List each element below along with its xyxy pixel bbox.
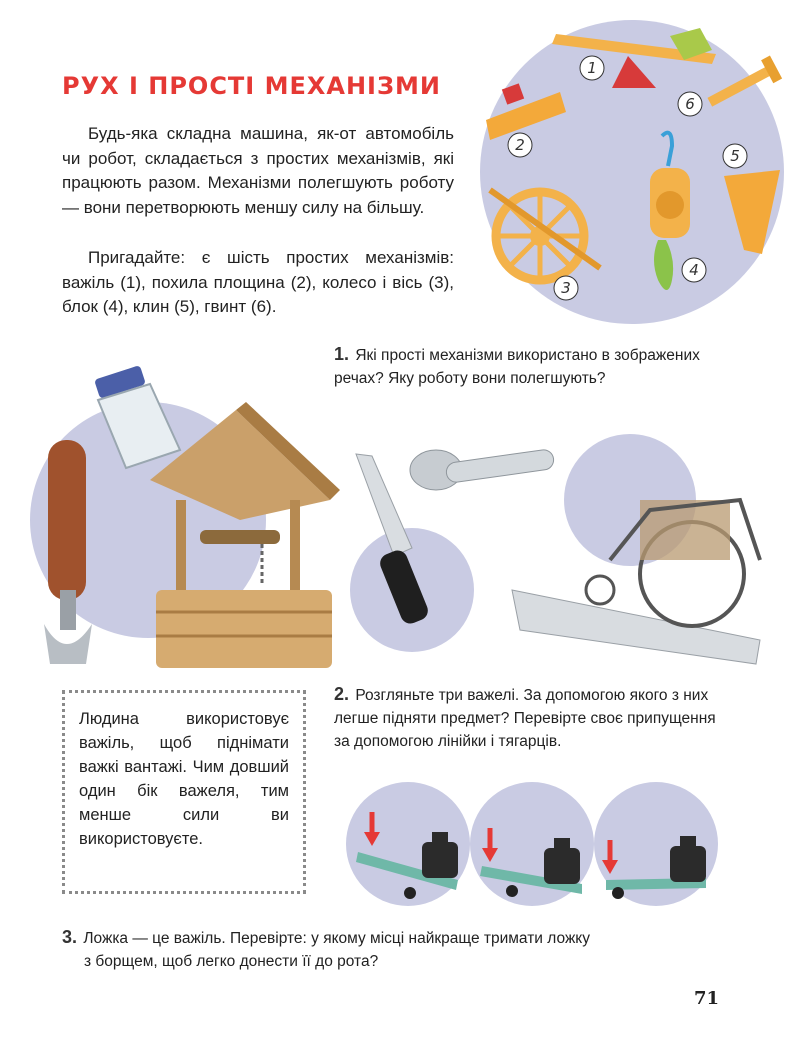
intro-paragraph-2: Пригадайте: є шість простих механізмів: важіль (1), похила площина (2), колесо і вісь (3), блок (4), клин (5), гвинт (6). [62,248,454,316]
question-1-number: 1. [334,344,350,364]
mechanism-label-5: 5 [730,147,740,165]
question-3-number: 3. [62,927,78,947]
mechanism-label-2: 2 [515,136,525,154]
page-title: РУХ І ПРОСТІ МЕХАНІЗМИ [62,72,441,100]
question-3-text-line-1: Ложка — це важіль. Перевірте: у якому місці найкраще тримати ложку [83,930,591,947]
mechanism-label-6: 6 [685,95,695,113]
page-number: 71 [694,988,720,1009]
mechanism-label-3: 3 [561,279,571,297]
question-2-number: 2. [334,684,350,704]
mechanism-label-4: 4 [689,261,699,279]
intro-paragraph-1: Будь-яка складна машина, як-от автомобіль чи робот, складається з простих механізмів, які працюють разом. Механізми полегшують роботу — вони перетворюють меншу силу на більшу. [62,124,454,217]
question-3-text-line-2: з борщем, щоб легко донести її до рота? [84,953,379,970]
lever-diagram-1 [346,782,470,906]
lever-note-box: Людина використовує важіль, щоб піднімати важкі вантажі. Чим довший один бік важеля, тим менше сили ви використовуєте. [62,690,306,894]
question-3 [62,926,722,973]
lever-diagram-2 [470,782,594,906]
question-1-text: Які прості механізми використано в зображених речах? Яку роботу вони полегшують? [334,347,700,387]
lever-diagram-3 [594,782,718,906]
question-2-text: Розгляньте три важелі. За допомогою якого з них легше підняти предмет? Перевірте своє припущення за допомогою лінійки і тягарців. [334,687,716,750]
mechanism-label-1: 1 [587,59,597,77]
